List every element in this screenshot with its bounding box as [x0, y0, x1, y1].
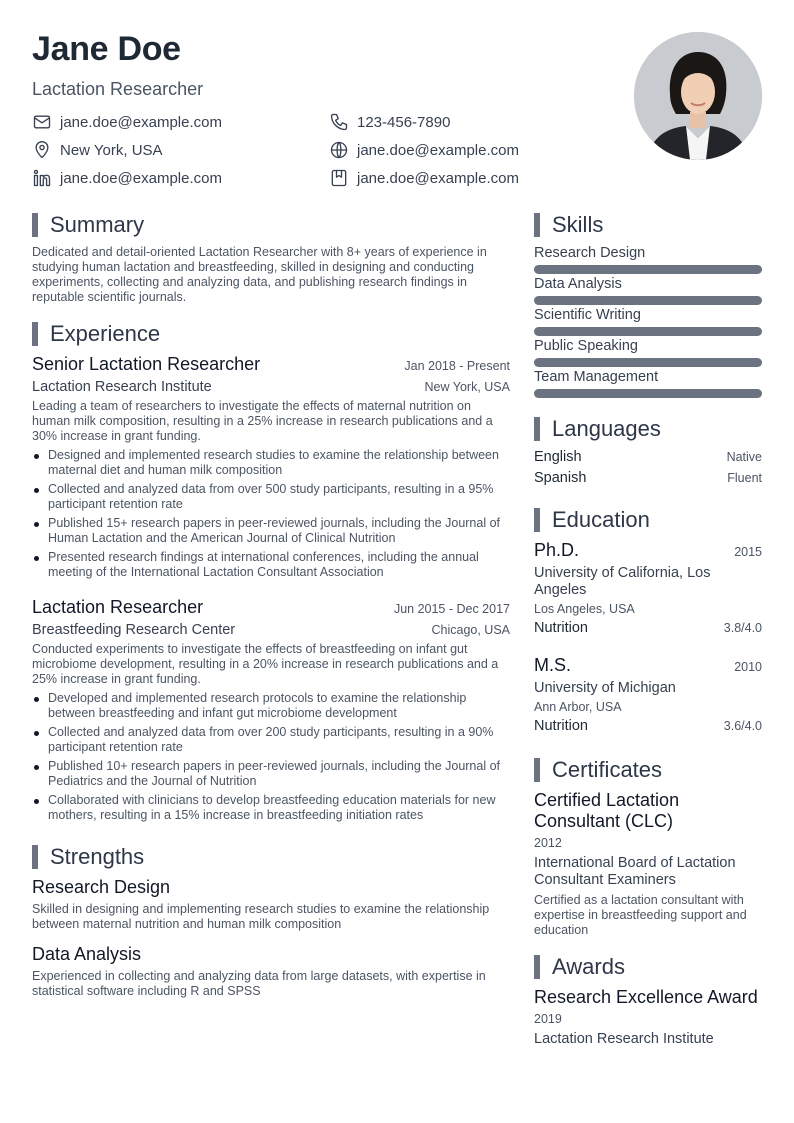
education-item [534, 655, 762, 734]
certificates-heading [534, 757, 662, 783]
language-item [534, 470, 762, 491]
skill-level-bar [534, 327, 762, 336]
contact-phone[interactable] [329, 112, 450, 132]
strength-item [32, 944, 510, 999]
award-year: 2019 [534, 1012, 562, 1026]
job-location: New York, USA [424, 380, 510, 394]
language-level: Native [726, 450, 762, 464]
language-level: Fluent [727, 471, 762, 485]
list-item: Collected and analyzed data from over 500 study participants, resulting in a 95% participant retention rate [32, 482, 510, 512]
education-school: University of Michigan [534, 680, 676, 696]
strength-text: Experienced in collecting and analyzing data from large datasets, with expertise in statistical software including R and SPSS [32, 969, 486, 998]
strength-name: Data Analysis [32, 944, 142, 964]
strengths-heading [32, 844, 144, 870]
language-item [534, 449, 762, 470]
list-item: Developed and implemented research protocols to examine the relationship between breastfeeding and infant gut microbiome development [32, 691, 510, 721]
section-accent-bar [32, 213, 38, 237]
certificate-issuer: International Board of Lactation Consultant Examiners [534, 855, 736, 888]
section-title: Awards [552, 954, 625, 979]
education-field: Nutrition [534, 718, 588, 734]
phone-icon [329, 112, 349, 132]
education-school: University of California, Los Angeles [534, 565, 711, 598]
avatar-illustration [634, 32, 762, 160]
education-gpa: 3.8/4.0 [723, 621, 762, 635]
section-title: Education [552, 507, 650, 532]
experience-heading [32, 321, 160, 347]
job-title: Lactation Researcher [32, 597, 204, 617]
education-year: 2010 [734, 660, 762, 674]
list-item: Presented research findings at international conferences, including the annual meeting of the International Lactation Consultant Association [32, 550, 510, 580]
skill-name: Research Design [534, 245, 646, 261]
contact-text: jane.doe@example.com [357, 141, 519, 159]
contact-text: jane.doe@example.com [60, 113, 222, 131]
skill-name: Scientific Writing [534, 307, 641, 323]
strength-text: Skilled in designing and implementing research studies to examine the relationship between maternal nutrition and human milk composition [32, 902, 490, 931]
awards-heading [534, 954, 625, 980]
candidate-name: Jane Doe [32, 30, 181, 68]
education-gpa: 3.6/4.0 [723, 719, 762, 733]
job-location: Chicago, USA [431, 623, 510, 637]
job-bullets [32, 448, 510, 580]
list-item: Published 15+ research papers in peer-reviewed journals, including the Journal of Human Lactation and the American Journal of Clinical Nutrition [32, 516, 510, 546]
education-location: Los Angeles, USA [534, 602, 635, 616]
languages-heading [534, 416, 661, 442]
skill-level-bar [534, 296, 762, 305]
education-item [534, 540, 762, 636]
profile-photo [634, 32, 762, 160]
section-accent-bar [32, 845, 38, 869]
education-degree: M.S. [534, 655, 572, 675]
job-organization: Breastfeeding Research Center [32, 622, 236, 638]
certificate-item [534, 790, 762, 938]
job-title: Senior Lactation Researcher [32, 354, 261, 374]
globe-icon [329, 140, 349, 160]
languages-list [534, 449, 762, 491]
award-item [534, 987, 762, 1048]
education-field: Nutrition [534, 620, 588, 636]
contact-text: 123-456-7890 [357, 113, 451, 131]
section-title: Experience [50, 321, 161, 346]
section-title: Languages [552, 416, 661, 441]
contact-linkedin[interactable] [32, 168, 222, 188]
linkedin-icon [32, 168, 52, 188]
education-location: Ann Arbor, USA [534, 700, 622, 714]
list-item: Collected and analyzed data from over 200 study participants, resulting in a 90% participant retention rate [32, 725, 510, 755]
skill-level-bar [534, 265, 762, 274]
job-description: Conducted experiments to investigate the effects of breastfeeding on infant gut microbiome development, resulting in a 20% increase in research publications and a 25% increase in grant funding. [32, 642, 499, 686]
contact-portfolio[interactable] [329, 168, 519, 188]
bookmark-icon [329, 168, 349, 188]
contact-text: jane.doe@example.com [60, 169, 222, 187]
job-bullets [32, 691, 510, 823]
section-accent-bar [534, 213, 540, 237]
skill-name: Data Analysis [534, 276, 622, 292]
section-accent-bar [534, 508, 540, 532]
skill-level-bar [534, 358, 762, 367]
award-issuer: Lactation Research Institute [534, 1031, 714, 1047]
skill-name: Team Management [534, 369, 659, 385]
education-year: 2015 [734, 545, 762, 559]
list-item: Collaborated with clinicians to develop breastfeeding education materials for new mothers, resulting in a 15% increase in breastfeeding initiation rates [32, 793, 510, 823]
summary-heading [32, 212, 144, 238]
certificate-year: 2012 [534, 836, 562, 850]
contact-text: jane.doe@example.com [357, 169, 519, 187]
candidate-title: Lactation Researcher [32, 79, 204, 99]
certificate-description: Certified as a lactation consultant with expertise in breastfeeding support and education [534, 893, 747, 937]
job-dates: Jun 2015 - Dec 2017 [393, 602, 510, 616]
contact-website[interactable] [329, 140, 519, 160]
contact-email[interactable] [32, 112, 222, 132]
skill-level-bar [534, 389, 762, 398]
job-organization: Lactation Research Institute [32, 379, 212, 395]
skill-name: Public Speaking [534, 338, 638, 354]
list-item: Designed and implemented research studies to examine the relationship between maternal diet and human milk composition [32, 448, 510, 478]
skill-item [534, 369, 762, 400]
language-name: Spanish [534, 470, 587, 486]
job-description: Leading a team of researchers to investigate the effects of maternal nutrition on human milk composition, resulting in a 25% increase in research publications and a 30% increase in grant funding. [32, 399, 493, 443]
section-accent-bar [534, 955, 540, 979]
skill-item [534, 245, 762, 276]
skill-item [534, 276, 762, 307]
job-dates: Jan 2018 - Present [404, 359, 510, 373]
skill-item [534, 338, 762, 369]
section-title: Strengths [50, 844, 145, 869]
strength-item [32, 877, 510, 932]
skills-heading [534, 212, 603, 238]
section-title: Summary [50, 212, 145, 237]
section-accent-bar [534, 758, 540, 782]
job-entry [32, 354, 510, 584]
contact-text: New York, USA [60, 141, 163, 159]
education-heading [534, 507, 650, 533]
list-item: Published 10+ research papers in peer-reviewed journals, including the Journal of Pediatrics and the Journal of Nutrition [32, 759, 510, 789]
certificate-name: Certified Lactation Consultant (CLC) [534, 790, 680, 831]
section-title: Skills [552, 212, 604, 237]
section-accent-bar [534, 417, 540, 441]
strength-name: Research Design [32, 877, 171, 897]
education-degree: Ph.D. [534, 540, 580, 560]
mail-icon [32, 112, 52, 132]
language-name: English [534, 449, 582, 465]
section-accent-bar [32, 322, 38, 346]
skill-item [534, 307, 762, 338]
award-name: Research Excellence Award [534, 987, 758, 1007]
location-pin-icon [32, 140, 52, 160]
contact-location [32, 140, 163, 160]
summary-text: Dedicated and detail-oriented Lactation Researcher with 8+ years of experience in studying human lactation and breastfeeding, skilled in designing and conducting experiments, collecting and analyzing data, and publishing research findings in reputable scientific journals. [32, 245, 487, 304]
skills-list [534, 245, 762, 400]
section-title: Certificates [552, 757, 663, 782]
job-entry [32, 597, 510, 827]
